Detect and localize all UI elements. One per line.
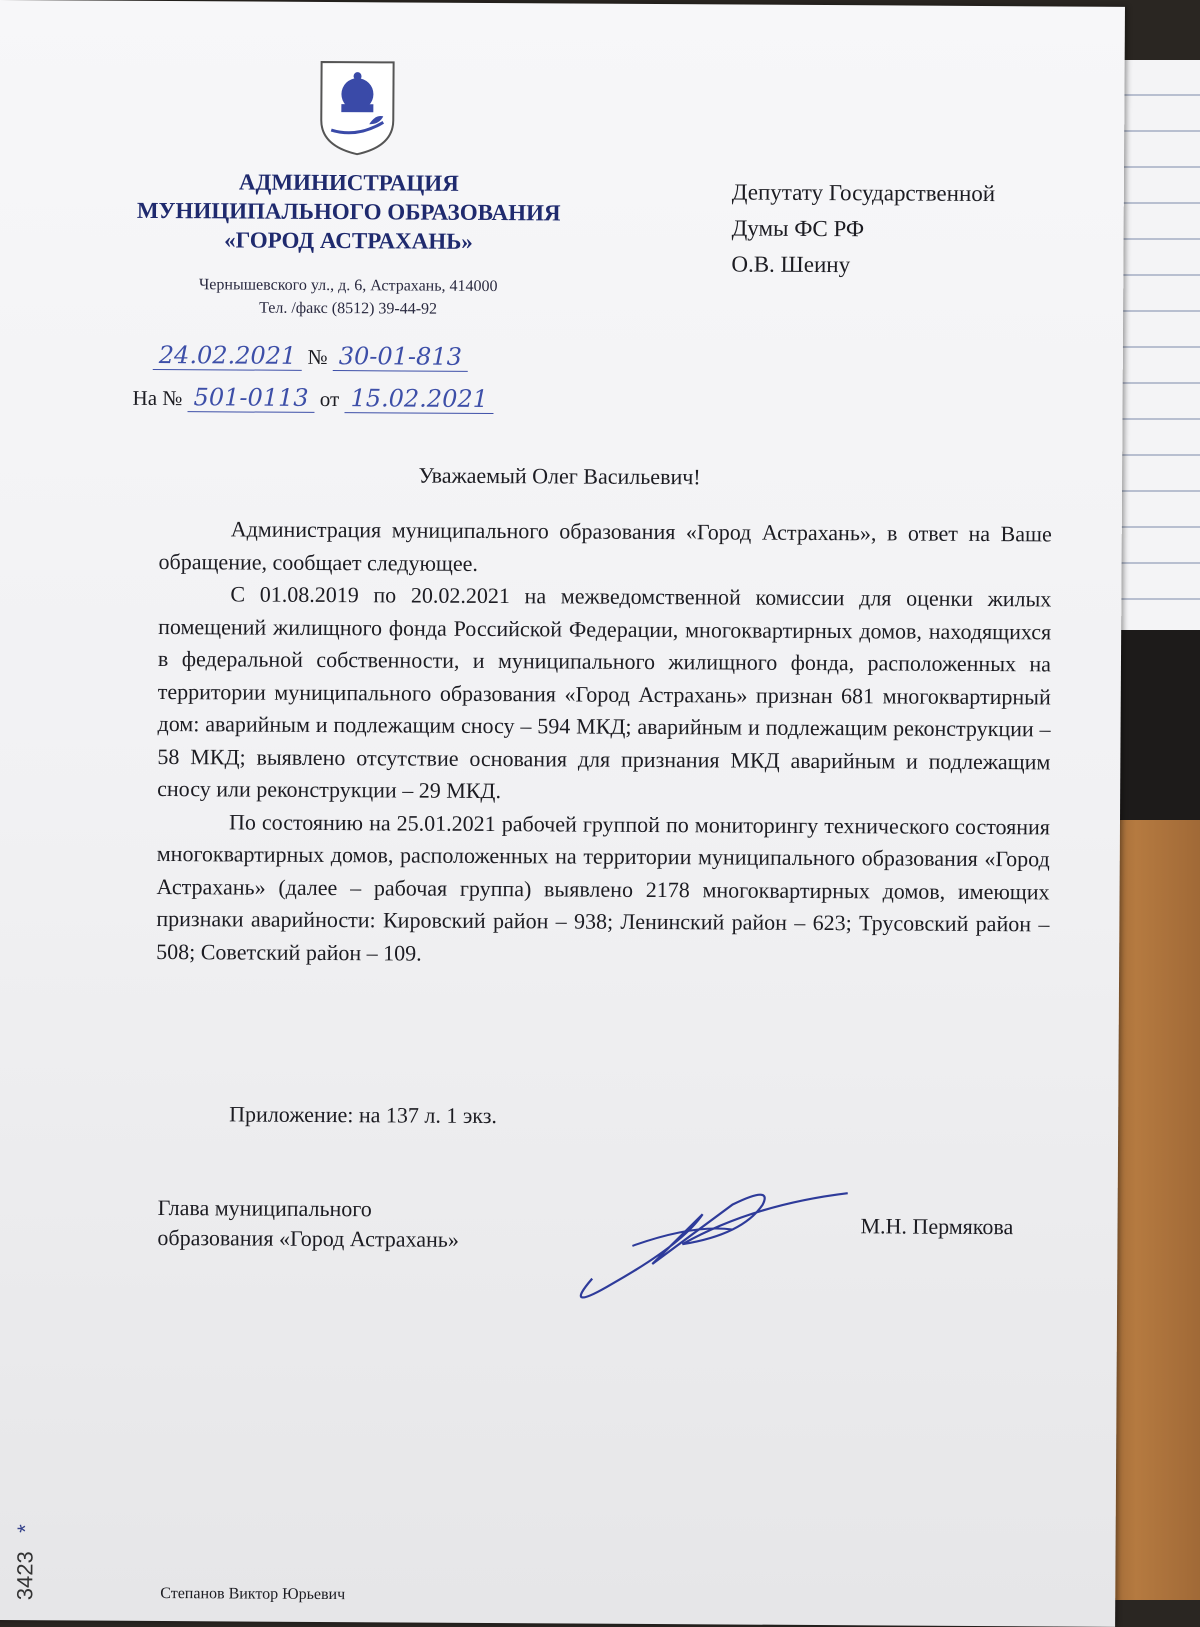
recipient-block — [731, 174, 995, 284]
from-label: от — [319, 386, 340, 412]
coat-of-arms-emblem — [317, 60, 398, 156]
executor-name: Степанов Виктор Юрьевич — [160, 1585, 346, 1604]
registration-number: 3423 — [12, 1551, 38, 1601]
reply-label: На № — [132, 385, 183, 411]
signatory-title-line: Глава муниципального — [157, 1194, 372, 1222]
number-label: № — [307, 344, 328, 370]
reply-number: 501-0113 — [188, 383, 315, 413]
recipient-line: Депутату Государственной — [731, 179, 996, 207]
organization-name — [108, 167, 589, 257]
signatory-name: М.Н. Пермякова — [860, 1213, 1014, 1240]
recipient-line: О.В. Шеину — [731, 251, 851, 278]
recipient-line: Думы ФС РФ — [731, 215, 865, 242]
org-line: АДМИНИСТРАЦИЯ — [238, 169, 459, 196]
greeting: Уважаемый Олег Васильевич! — [418, 462, 701, 490]
org-line: «ГОРОД АСТРАХАНЬ» — [224, 227, 473, 254]
paragraph: С 01.08.2019 по 20.02.2021 на межведомственной комиссии для оценки жилых помещений жилищного фонда Российской Федерации, многоквартирных домов, находящихся в федеральной собственности, и муниципального жилищного фонда, расположенных на территории муниципального образования «Город Астрахань» признан 681 многоквартирный дом: аварийным и подлежащим сносу – 594 МКД; аварийным и подлежащим реконструкции – 58 МКД; выявлено отсутствие основания для признания МКД аварийным и подлежащим сносу или реконструкции – 29 МКД. — [157, 581, 1052, 804]
paragraph: По состоянию на 25.01.2021 рабочей группой по мониторингу технического состояния многоквартирных домов, расположенных на территории муниципального образования «Город Астрахань» (далее – рабочая группа) выявлено 2178 многоквартирных домов, имеющих признаки аварийности: Кировский район – 938; Ленинский район – 623; Трусовский район – 508; Советский район – 109. — [156, 808, 1051, 966]
phone: Тел. /факс (8512) 39-44-92 — [259, 299, 438, 318]
star-mark: * — [12, 1524, 38, 1533]
outgoing-number: 30-01-813 — [333, 342, 468, 372]
reply-date: 15.02.2021 — [344, 384, 494, 414]
handwritten-signature — [572, 1184, 873, 1316]
attachment-note: Приложение: на 137 л. 1 экз. — [229, 1101, 498, 1129]
organization-contacts — [108, 273, 588, 322]
address: Чернышевского ул., д. 6, Астрахань, 414000 — [198, 276, 498, 296]
signatory-title-line: образования «Город Астрахань» — [157, 1224, 459, 1252]
letter-body — [156, 513, 1052, 973]
org-line: МУНИЦИПАЛЬНОГО ОБРАЗОВАНИЯ — [136, 197, 561, 226]
incoming-reference — [132, 383, 494, 414]
outgoing-reference — [153, 341, 468, 372]
signatory-title — [157, 1193, 459, 1255]
side-registration-number — [12, 1524, 38, 1600]
paragraph: Администрация муниципального образования «Город Астрахань», в ответ на Ваше обращение, сообщает следующее. — [158, 516, 1052, 576]
outgoing-date: 24.02.2021 — [153, 341, 303, 371]
